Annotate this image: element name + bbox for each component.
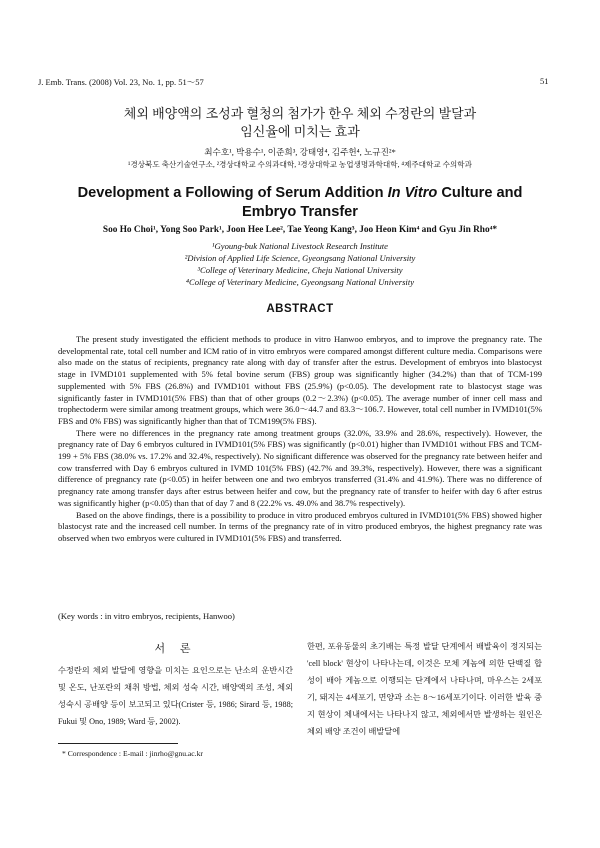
introduction-heading: 서 론: [154, 643, 197, 655]
english-title-line2: Embryo Transfer: [242, 204, 358, 220]
korean-affiliations: ¹경상북도 축산기술연구소, ²경상대학교 수의과대학, ³경상대학교 농업생명과학대학, ⁴제주대학교 수의학과: [128, 160, 472, 169]
english-authors: Soo Ho Choi¹, Yong Soo Park¹, Joon Hee Lee², Tae Yeong Kang³, Joo Heon Kim⁴ and Gyu Jin Rho⁴*: [102, 225, 498, 235]
affiliation-2: ²Division of Applied Life Science, Gyeongsang National University: [184, 253, 416, 263]
abstract-paragraph-3: Based on the above findings, there is a possibility to produce in vitro produced embryos cultured in IVMD101(5% FBS) showed higher blastocyst rate and the increased cell number. In terms of the pregnancy rate of in vitro produced embryos, the highest pregnancy rate was observed when two embryos were cultured in IVMD101(5% FBS) and transferred.: [58, 509, 542, 543]
affiliation-1: ¹Gyoung-buk National Livestock Research Institute: [211, 241, 388, 251]
introduction-left-text: 수정란의 체외 발달에 영향을 미치는 요인으로는 난소의 운반시간 및 온도, 난포란의 채취 방법, 체외 성숙 시간, 배양액의 조성, 체외 성숙시 공배양 등이 보고되고 있다(Crister 등, 1986; Sirard 등, 1988; Fukui 및 Ono, 1989; Ward 등, 2002).: [58, 666, 293, 726]
introduction-right-column: [307, 638, 542, 740]
abstract-heading: ABSTRACT: [266, 303, 334, 315]
korean-title-line2: 임신율에 미치는 효과: [240, 124, 360, 139]
english-title-line1: Development a Following of Serum Addition In Vitro Culture and: [77, 185, 523, 201]
running-header-citation: J. Emb. Trans. (2008) Vol. 23, No. 1, pp. 51～57: [38, 77, 204, 87]
page-number: 51: [540, 76, 549, 86]
korean-title-line1: 체외 배양액의 조성과 혈청의 첨가가 한우 체외 수정란의 발달과: [123, 106, 477, 121]
footnote-rule: [58, 743, 178, 744]
affiliation-3: ³College of Veterinary Medicine, Cheju National University: [197, 265, 403, 275]
introduction-left-column: [58, 662, 293, 730]
keywords: (Key words : in vitro embryos, recipients, Hanwoo): [58, 611, 235, 621]
abstract-paragraph-1: The present study investigated the efficient methods to produce in vitro Hanwoo embryos, and to improve the pregnancy rate. The developmental rate, total cell number and ICM ratio of in vitro embryos were compared amongst different culture media. Comparisons were also made on the status of recipients, pregnancy rate along with day of transfer after the estrus. Development of embryos into blastocyst stage in IVMD101 supplemented with 5% fetal bovine serum (FBS) group was significantly higher (34.2%) than that of TCM-199 supplemented with 5% FBS (26.8%) and IVMD101 without FBS (25.9%) (p<0.05). The development rate to blastocyst stage was significantly faster in IVMD101(5% FBS) than that of other groups (0.2～2.3%) (p<0.05). The average number of inner cell mass and trophectoderm were similar among treatment groups, which were 36.0～44.7 and 83.3～106.7. However, total cell number in IVMD101(5% FBS and 0% FBS) was significantly higher than that of TCM199(5% FBS).: [58, 334, 542, 426]
abstract-paragraph-2: There were no differences in the pregnancy rate among treatment groups (32.0%, 33.9% and 28.6%, respectively). However, the pregnancy rate of Day 6 embryos cultured in IVMD101(5% FBS) was significantly (p<0.01) higher than IVMD101 without FBS and TCM-199 + 5% FBS (38.0% vs. 17.2% and 32.4%, respectively). No significant difference was observed for the pregnancy rate between heifer and cow transferred with Day 6 embryos cultured in IVMD 101(5% FBS) (42.7% and 39.3%, respectively). However, there was a significant difference of pregnancy rate (p<0.05) in heifer between one and two embryos transferred (31.4% and 41.9%). There was no difference of pregnancy rate among transfer days after estrus between heifer and cow, but the pregnancy rate of transfer to heifer with day 6 after estrus was significantly higher (p<0.05) than that of day 7 and 8 (22.2% vs. 49.0% and 38.7% respectively).: [58, 427, 542, 508]
korean-authors: 최수호¹, 박용수¹, 이준희³, 강태영⁴, 김주헌⁴, 노규진²*: [204, 147, 396, 157]
english-affiliations: [0, 240, 600, 288]
abstract-body: [58, 334, 542, 545]
affiliation-4: ⁴College of Veterinary Medicine, Gyeongsang National University: [185, 277, 415, 287]
correspondence-footnote: * Correspondence : E-mail : jinrho@gnu.ac.kr: [62, 749, 203, 758]
introduction-right-text: 한편, 포유동물의 초기배는 특정 발달 단계에서 배발육이 정지되는 'cell block' 현상이 나타나는데, 이것은 모체 게놈에 의한 단백질 합성이 배아 게놈으로 이행되는 단계에서 나타나며, 마우스는 2세포기, 돼지는 4세포기, 면양과 소는 8～16세포기이다. 이러한 발육 중지 현상이 체내에서는 나타나지 않고, 체외에서만 발생하는 원인은 체외 배양 조건이 배발달에: [307, 642, 542, 736]
